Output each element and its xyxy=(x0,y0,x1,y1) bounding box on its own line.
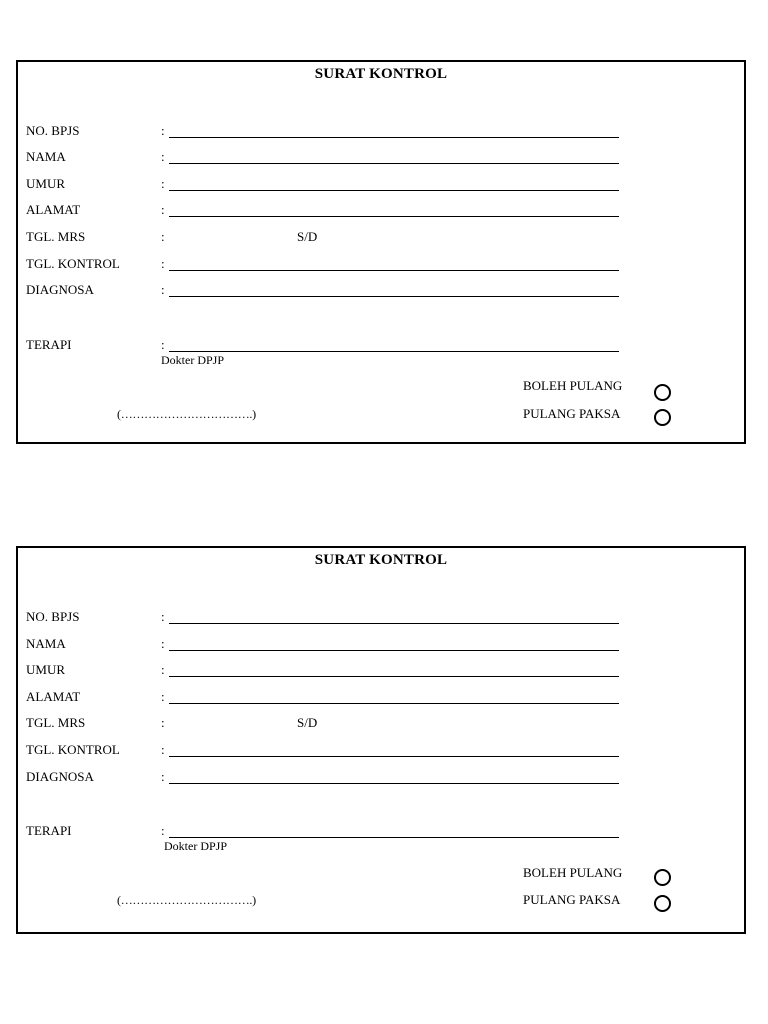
no-bpjs-input-line[interactable] xyxy=(169,137,619,138)
colon: : xyxy=(161,662,165,677)
field-label: ALAMAT xyxy=(26,202,81,217)
field-umur xyxy=(18,176,744,194)
surat-kontrol-form-1 xyxy=(16,60,746,444)
field-label: NO. BPJS xyxy=(26,609,80,624)
field-label: TGL. MRS xyxy=(26,229,86,244)
colon: : xyxy=(161,149,165,164)
no-bpjs-input-line[interactable] xyxy=(169,623,619,624)
nama-input-line[interactable] xyxy=(169,650,619,651)
colon: : xyxy=(161,123,165,138)
field-tgl-mrs xyxy=(18,715,744,733)
field-diagnosa xyxy=(18,769,744,787)
colon: : xyxy=(161,176,165,191)
boleh-pulang-radio[interactable] xyxy=(654,869,671,886)
doctor-label: Dokter DPJP xyxy=(161,353,225,367)
sd-separator: S/D xyxy=(297,229,318,244)
field-label: TERAPI xyxy=(26,337,72,352)
sd-separator: S/D xyxy=(297,715,318,730)
form-title: SURAT KONTROL xyxy=(314,552,448,568)
field-tgl-kontrol xyxy=(18,256,744,274)
field-label: UMUR xyxy=(26,662,66,677)
field-no-bpjs xyxy=(18,609,744,627)
colon: : xyxy=(161,769,165,784)
tgl-kontrol-input-line[interactable] xyxy=(169,756,619,757)
option-pulang-paksa-label: PULANG PAKSA xyxy=(523,892,621,907)
option-pulang-paksa-label: PULANG PAKSA xyxy=(523,406,621,421)
tgl-kontrol-input-line[interactable] xyxy=(169,270,619,271)
field-nama xyxy=(18,149,744,167)
umur-input-line[interactable] xyxy=(169,676,619,677)
colon: : xyxy=(161,256,165,271)
option-boleh-pulang-label: BOLEH PULANG xyxy=(523,378,623,393)
field-label: TGL. KONTROL xyxy=(26,742,120,757)
field-label: NO. BPJS xyxy=(26,123,80,138)
colon: : xyxy=(161,282,165,297)
field-label: NAMA xyxy=(26,636,66,651)
field-terapi xyxy=(18,823,744,841)
field-label: DIAGNOSA xyxy=(26,282,94,297)
terapi-input-line[interactable] xyxy=(169,351,619,352)
form-title: SURAT KONTROL xyxy=(314,66,448,82)
field-label: ALAMAT xyxy=(26,689,81,704)
colon: : xyxy=(161,202,165,217)
colon: : xyxy=(161,742,165,757)
field-label: UMUR xyxy=(26,176,66,191)
colon: : xyxy=(161,689,165,704)
field-label: DIAGNOSA xyxy=(26,769,94,784)
field-label: TERAPI xyxy=(26,823,72,838)
pulang-paksa-radio[interactable] xyxy=(654,895,671,912)
field-tgl-mrs xyxy=(18,229,744,247)
surat-kontrol-form-2 xyxy=(16,546,746,934)
colon: : xyxy=(161,823,165,838)
colon: : xyxy=(161,636,165,651)
colon: : xyxy=(161,609,165,624)
field-umur xyxy=(18,662,744,680)
signature-line: (…………………………….) xyxy=(117,407,256,421)
field-label: TGL. MRS xyxy=(26,715,86,730)
field-no-bpjs xyxy=(18,123,744,141)
boleh-pulang-radio[interactable] xyxy=(654,384,671,401)
colon: : xyxy=(161,715,165,730)
diagnosa-input-line[interactable] xyxy=(169,783,619,784)
diagnosa-input-line[interactable] xyxy=(169,296,619,297)
alamat-input-line[interactable] xyxy=(169,703,619,704)
nama-input-line[interactable] xyxy=(169,163,619,164)
field-diagnosa xyxy=(18,282,744,300)
terapi-input-line[interactable] xyxy=(169,837,619,838)
field-label: TGL. KONTROL xyxy=(26,256,120,271)
doctor-label: Dokter DPJP xyxy=(164,839,228,853)
signature-line: (…………………………….) xyxy=(117,893,256,907)
option-boleh-pulang-label: BOLEH PULANG xyxy=(523,865,623,880)
field-tgl-kontrol xyxy=(18,742,744,760)
umur-input-line[interactable] xyxy=(169,190,619,191)
colon: : xyxy=(161,337,165,352)
field-alamat xyxy=(18,202,744,220)
field-nama xyxy=(18,636,744,654)
field-terapi xyxy=(18,337,744,355)
pulang-paksa-radio[interactable] xyxy=(654,409,671,426)
colon: : xyxy=(161,229,165,244)
field-alamat xyxy=(18,689,744,707)
field-label: NAMA xyxy=(26,149,66,164)
alamat-input-line[interactable] xyxy=(169,216,619,217)
